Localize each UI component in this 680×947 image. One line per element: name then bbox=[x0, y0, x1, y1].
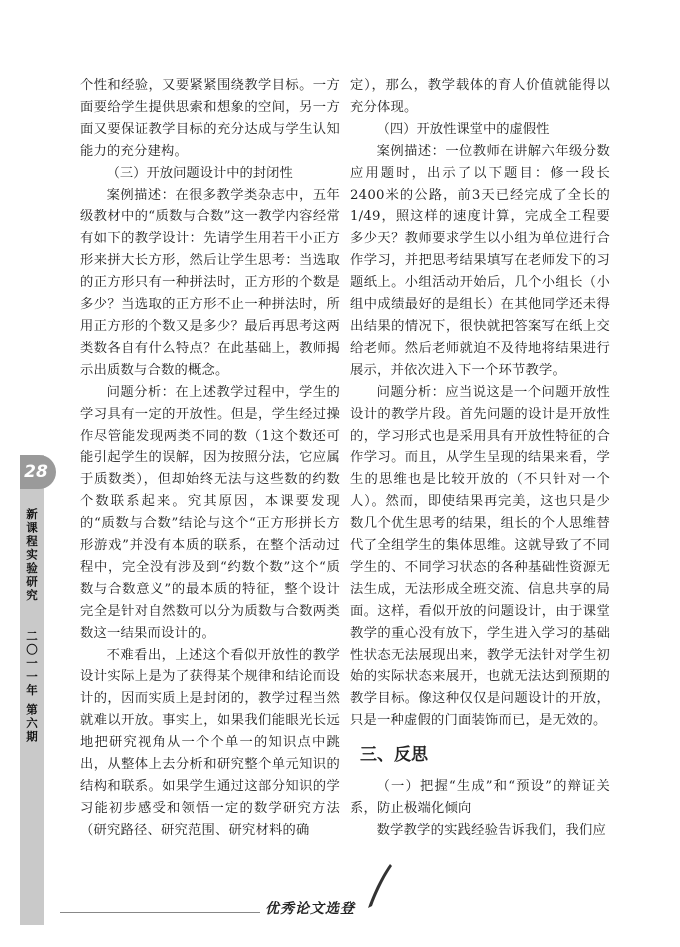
section-heading: （一）把握“生成”和“预设”的辩证关系，防止极端化倾向 bbox=[350, 779, 610, 817]
paragraph: 数学教学的实践经验告诉我们，我们应 bbox=[376, 823, 607, 838]
main-heading: 三、反思 bbox=[360, 745, 428, 766]
paragraph: 不难看出，上述这个看似开放性的教学设计实际上是为了获得某个规律和结论而设计的，因而实质上是封闭的，教学过程当然就难以开放。事实上，如果我们能眼光长远地把研究视角从一个个单一的知识点中跳出，从整体上去分析和研究整个单元知识的结构和联系。如果学生通过这部分知识的学习能初步感受和领悟一定的数学研究方法（研究路径、研究范围、研究材料的确 bbox=[80, 647, 340, 838]
paragraph: 问题分析：应当说这是一个问题开放性设计的教学片段。首先问题的设计是开放性的，学习形式也是采用具有开放性特征的合作学习。而且，从学生呈现的结果来看，学生的思维也是比较开放的（不只针对一个人）。然而，即使结果再完美，这也只是少数几个优生思考的结果，组长的个人思维替代了全组学生的集体思维。这就导致了不同学生的、不同学习状态的各种基础性资源无法生成，无法形成全班交流、信息共享的局面。这样，看似开放的问题设计，由于课堂教学的重心没有放下，学生进入学习的基础性状态无法展现出来，教学无法针对学生初始的实际状态来展开，也就无法达到预期的教学目标。像这种仅仅是问题设计的开放，只是一种虚假的门面装饰而已，是无效的。 bbox=[350, 384, 610, 729]
left-column bbox=[80, 75, 340, 842]
pen-icon bbox=[364, 862, 394, 912]
page-number: 28 bbox=[24, 462, 48, 482]
section-heading: （四）开放性课堂中的虚假性 bbox=[376, 121, 550, 137]
footer-title: 优秀论文选登 bbox=[265, 901, 355, 917]
issue-label: 二〇一一年 第六期 bbox=[25, 630, 39, 745]
journal-name: 新课程实验研究 bbox=[25, 508, 39, 603]
paragraph: 案例描述：一位教师在讲解六年级分数应用题时，出示了以下题目：修一段长2400米的公路，前3天已经完成了全长的1/49，照这样的速度计算，完成全工程要多少天？教师要求学生以小组为单位进行合作学习，并把思考结果填写在老师发下的习题纸上。小组活动开始后，几个小组长（小组中成绩最好的是组长）在其他同学还未得出结果的情况下，很快就把答案写在纸上交给老师。然后老师就迫不及待地将结果进行展示，并依次进入下一个环节教学。 bbox=[350, 143, 610, 378]
right-column bbox=[350, 75, 610, 842]
paragraph: 定），那么，教学载体的育人价值就能得以充分体现。 bbox=[350, 78, 610, 115]
paragraph: 问题分析：在上述教学过程中，学生的学习具有一定的开放性。但是，学生经过操作尽管能发现两类不同的数（1这个数还可能引起学生的误解，因为按照分法，它应属于质数类），但却始终无法与这些数的约数个数联系起来。究其原因，本课要发现的“质数与合数”结论与这个“正方形拼长方形游戏”并没有本质的联系，在整个活动过程中，完全没有涉及到“约数个数”这个“质数与合数意义”的最本质的特征，整个设计完全是针对自然数可以分为质数与合数两类数这一结果而设计的。 bbox=[80, 384, 340, 641]
section-heading: （三）开放问题设计中的封闭性 bbox=[106, 165, 293, 181]
paragraph: 案例描述：在很多教学类杂志中，五年级教材中的“质数与合数”这一教学内容经常有如下的教学设计：先请学生用若干小正方形来拼大长方形，然后让学生思考：当选取的正方形只有一种拼法时，正方形的个数是多少？当选取的正方形不止一种拼法时，所用正方形的个数又是多少？最后再思考这两类数各自有什么特点？在此基础上，教师揭示出质数与合数的概念。 bbox=[80, 187, 340, 378]
footer-divider bbox=[60, 912, 260, 913]
paragraph: 个性和经验，又要紧紧围绕教学目标。一方面要给学生提供思索和想象的空间，另一方面又要保证教学目标的充分达成与学生认知能力的充分建构。 bbox=[80, 78, 340, 159]
